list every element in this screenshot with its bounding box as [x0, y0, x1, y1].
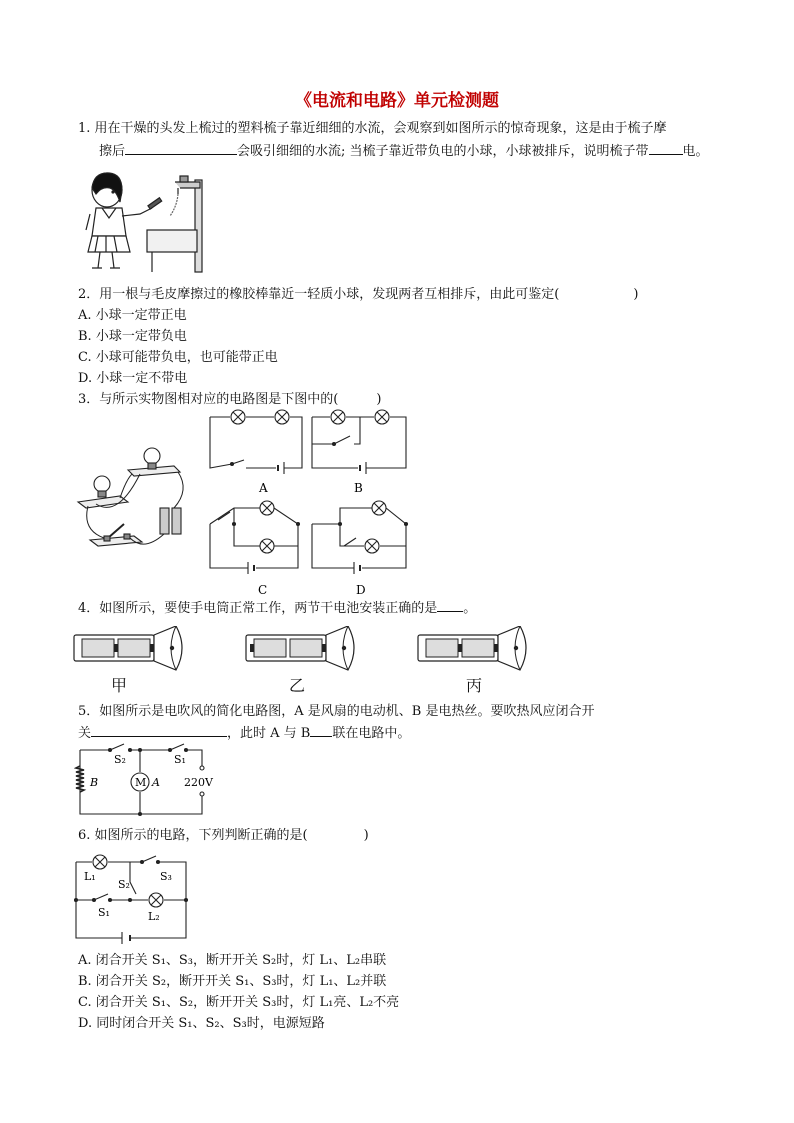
q4-label-bing: 丙	[466, 676, 483, 695]
page-title: 《电流和电路》单元检测题	[295, 91, 499, 111]
q1-line2: 擦后 会吸引细细的水流; 当梳子靠近带负电的小球，小球被排斥，说明梳子带 电。	[99, 141, 709, 161]
q6-label-s3: S₃	[160, 870, 172, 883]
torch-yi	[246, 626, 354, 670]
q1-line1: 1. 用在干燥的头发上梳过的塑料梳子靠近细细的水流，会观察到如图所示的惊奇现象，这是由于梳子摩	[78, 121, 667, 136]
q3-label-d: D	[356, 583, 366, 597]
q2-option-c[interactable]: C. 小球可能带负电，也可能带正电	[78, 350, 278, 365]
q4-label-jia: 甲	[111, 676, 128, 695]
q5-line1: 5．如图所示是电吹风的简化电路图，A 是风扇的电动机、B 是电热丝。要吹热风应闭合开	[78, 704, 595, 719]
q3-circuit-b	[312, 410, 406, 474]
q5-blank-2[interactable]	[310, 723, 332, 737]
q3-circuit-a	[210, 410, 302, 474]
q6-option-d[interactable]: D. 同时闭合开关 S₁、S₂、S₃时，电源短路	[78, 1016, 325, 1031]
q6-label-l1: L₁	[84, 870, 96, 883]
q6-option-b[interactable]: B. 闭合开关 S₂，断开开关 S₁、S₃时，灯 L₁、L₂并联	[78, 974, 387, 989]
torch-bing	[418, 626, 526, 670]
q3-circuit-options	[204, 408, 414, 598]
q2-option-a[interactable]: A. 小球一定带正电	[78, 308, 187, 323]
q5-hair-dryer-circuit	[74, 742, 224, 820]
q6-stem: 6. 如图所示的电路，下列判断正确的是( )	[78, 828, 369, 843]
q3-stem: 3．与所示实物图相对应的电路图是下图中的( )	[78, 392, 382, 407]
q5-label-a: A	[152, 776, 160, 789]
q1-blank-2[interactable]	[649, 141, 683, 155]
q4-label-yi: 乙	[289, 676, 306, 695]
q1-comb-water-figure	[82, 168, 207, 276]
q6-option-a[interactable]: A. 闭合开关 S₁、S₃，断开开关 S₂时，灯 L₁、L₂串联	[78, 953, 387, 968]
torch-jia	[74, 626, 182, 670]
q3-label-c: C	[258, 583, 268, 597]
q5-label-m: M	[135, 776, 147, 789]
q3-circuit-c	[210, 501, 300, 574]
q2-option-b[interactable]: B. 小球一定带负电	[78, 329, 187, 344]
q6-label-s2: S₂	[118, 878, 130, 891]
q3-circuit-d	[312, 501, 408, 574]
q5-label-s1: S₁	[174, 753, 186, 766]
q5-label-b: B	[90, 776, 99, 789]
q5-label-voltage: 220V	[184, 776, 213, 789]
q6-label-l2: L₂	[148, 910, 160, 923]
q6-option-c[interactable]: C. 闭合开关 S₁、S₂，断开开关 S₃时，灯 L₁亮、L₂不亮	[78, 995, 400, 1010]
q3-label-b: B	[354, 481, 363, 495]
q5-blank-1[interactable]	[91, 723, 227, 737]
q3-physical-circuit-figure	[74, 440, 214, 560]
q2-stem: 2．用一根与毛皮摩擦过的橡胶棒靠近一轻质小球，发现两者互相排斥，由此可鉴定( )	[78, 287, 639, 302]
q5-label-s2: S₂	[114, 753, 126, 766]
q6-circuit-figure	[74, 850, 194, 944]
q4-stem: 4．如图所示，要使手电筒正常工作，两节干电池安装正确的是 。	[78, 598, 476, 618]
q5-line2: 关 ，此时 A 与 B 联在电路中。	[78, 723, 410, 743]
q6-label-s1: S₁	[98, 906, 110, 919]
q2-option-d[interactable]: D. 小球一定不带电	[78, 371, 188, 386]
q3-label-a: A	[259, 481, 268, 495]
q4-blank[interactable]	[437, 598, 463, 612]
q1-blank-1[interactable]	[125, 141, 237, 155]
